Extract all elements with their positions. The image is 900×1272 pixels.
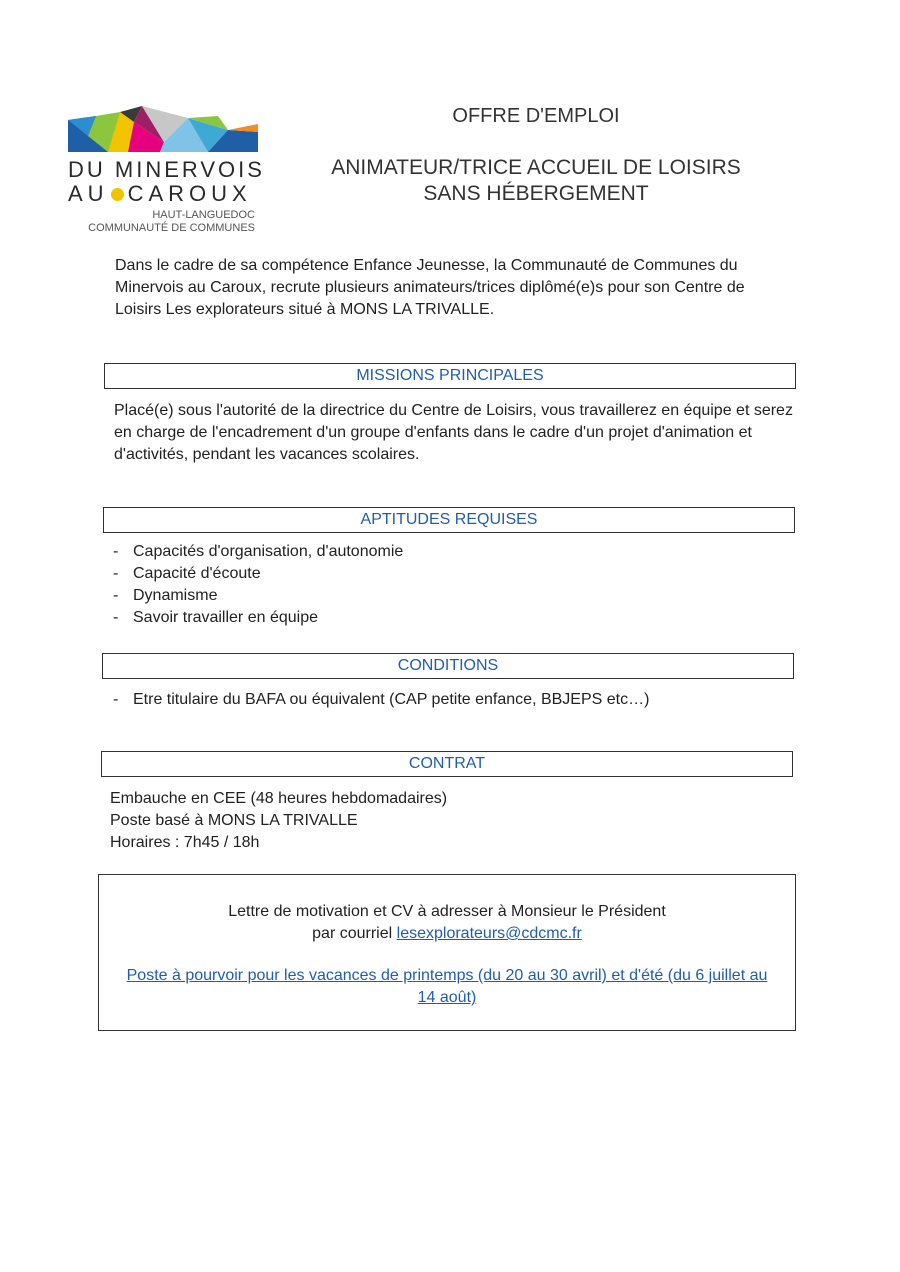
email-link[interactable]: lesexplorateurs@cdcmc.fr (396, 925, 582, 942)
job-title-line1: ANIMATEUR/TRICE ACCUEIL DE LOISIRS (331, 156, 741, 179)
logo-subtitle-line1: HAUT-LANGUEDOC (152, 209, 255, 221)
logo-graphic (68, 106, 258, 152)
missions-text: Placé(e) sous l'autorité de la directrice du Centre de Loisirs, vous travaillerez en équipe et serez en charge de l'encadrement d'un groupe d'enfants dans le cadre d'un projet d'animation et d'activités, pendant les vacances scolaires. (114, 402, 793, 463)
contrat-details (110, 788, 610, 854)
contact-box (98, 874, 796, 1031)
logo-subtitle-line2: COMMUNAUTÉ DE COMMUNES (88, 222, 255, 234)
logo-text-caroux: CAROUX (127, 181, 252, 206)
list-item: - Savoir travailler en équipe (113, 607, 713, 629)
aptitudes-heading: APTITUDES REQUISES (103, 507, 795, 533)
list-item: - Dynamisme (113, 585, 713, 607)
contrat-heading: CONTRAT (101, 751, 793, 777)
offer-title: OFFRE D'EMPLOI (452, 105, 620, 127)
conditions-heading: CONDITIONS (102, 653, 794, 679)
logo-dot-icon (111, 188, 124, 201)
contrat-line: Horaires : 7h45 / 18h (110, 834, 260, 851)
logo-subtitle (88, 209, 255, 235)
list-item: - Capacité d'écoute (113, 563, 713, 585)
contact-line2 (99, 923, 795, 945)
contrat-line: Embauche en CEE (48 heures hebdomadaires) (110, 790, 448, 807)
job-title-line2: SANS HÉBERGEMENT (423, 182, 649, 205)
aptitudes-list (113, 541, 713, 629)
logo-text-au: AU (68, 181, 109, 206)
contact-text (99, 901, 795, 945)
posting-notice: Poste à pourvoir pour les vacances de printemps (du 20 au 30 avril) et d'été (du 6 juillet au 14 août) (126, 967, 768, 1006)
contrat-line: Poste basé à MONS LA TRIVALLE (110, 812, 358, 829)
conditions-list (113, 689, 793, 711)
logo-text-line2 (68, 181, 252, 207)
intro-paragraph: Dans le cadre de sa compétence Enfance Jeunesse, la Communauté de Communes du Minervois au Caroux, recrute plusieurs animateurs/trices diplômé(e)s pour son Centre de Loisirs Les explorateurs situé à MONS LA TRIVALLE. (115, 257, 745, 318)
job-title (300, 155, 772, 207)
list-item: - Capacités d'organisation, d'autonomie (113, 541, 713, 563)
missions-heading: MISSIONS PRINCIPALES (104, 363, 796, 389)
logo-text-line1: DU MINERVOIS (68, 157, 265, 182)
list-item: - Etre titulaire du BAFA ou équivalent (CAP petite enfance, BBJEPS etc…) (113, 689, 793, 711)
contact-prefix: par courriel (312, 925, 393, 942)
contact-line1: Lettre de motivation et CV à adresser à Monsieur le Président (228, 903, 666, 920)
